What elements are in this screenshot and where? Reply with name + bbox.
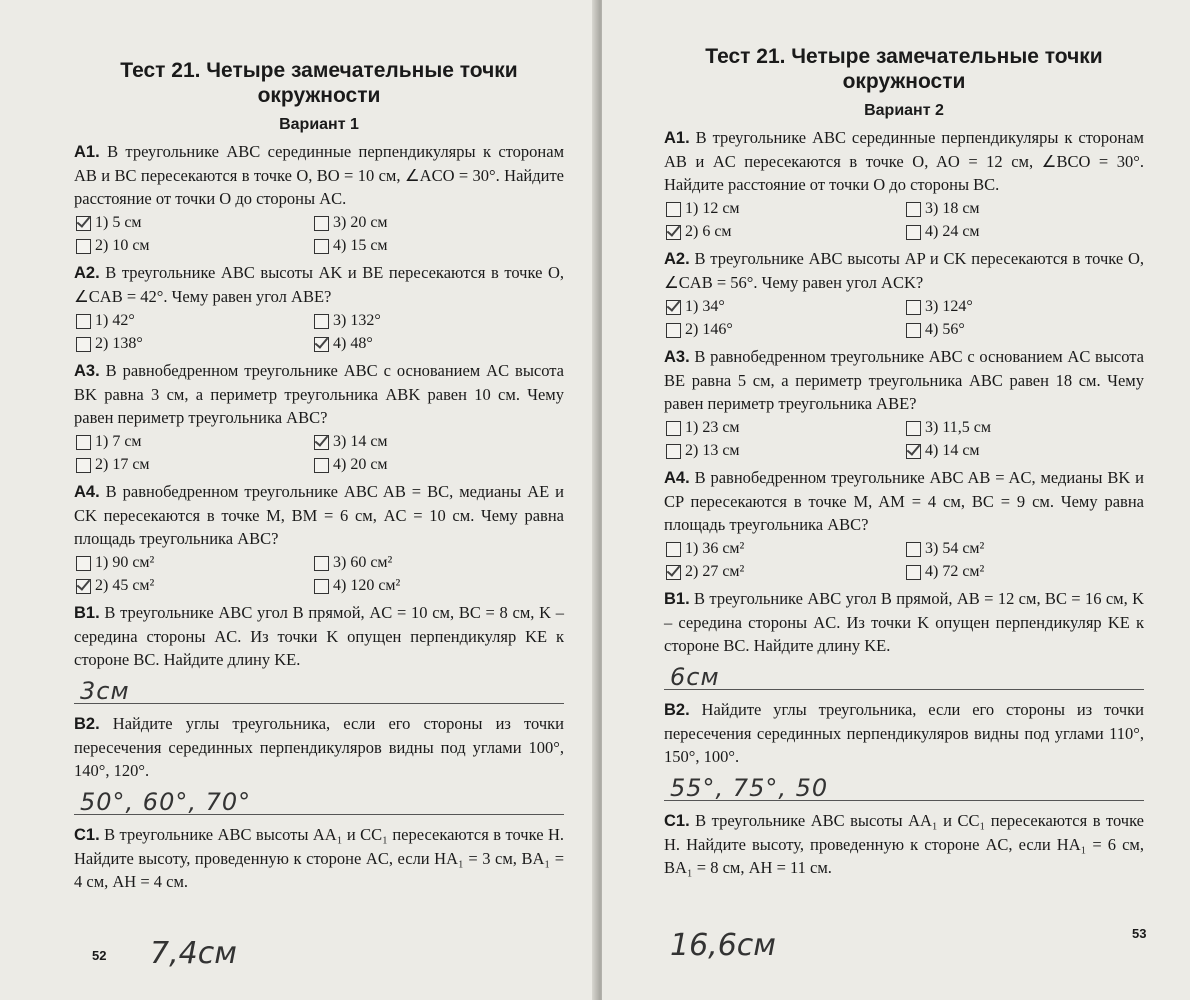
right-problem-a4 [664, 466, 1144, 536]
option-label: 1) 34° [685, 298, 725, 316]
answer-option[interactable] [906, 440, 1126, 462]
checked-checkbox-icon[interactable] [906, 444, 921, 459]
option-label: 4) 56° [925, 321, 965, 339]
answer-option[interactable] [906, 417, 1126, 439]
problem-text: Найдите углы треугольника, если его стороны из точки пересечения серединных перпендикуляров видны под углами 110°, 150°, 100°. [664, 700, 1144, 767]
option-label: 2) 17 см [95, 456, 150, 474]
answer-option[interactable] [314, 212, 534, 234]
left-b2-answer-line[interactable] [74, 784, 564, 815]
answer-option[interactable] [314, 333, 534, 355]
problem-label: В1. [74, 604, 100, 623]
left-problem-a2 [74, 261, 564, 308]
problem-text: В треугольнике ABC серединные перпендикуляры к сторонам AB и AC пересекаются в точке O, AO = 12 см, ∠BCO = 30°. Найдите расстояние от точки O до стороны BC. [664, 128, 1144, 195]
answer-option[interactable] [666, 296, 906, 318]
right-a1-options [666, 198, 1144, 243]
problem-text: В треугольнике ABC угол B прямой, AC = 10 см, BC = 8 см, K – середина стороны AC. Из точки K опущен перпендикуляр KE к стороне BC. Найдите длину KE. [74, 603, 564, 670]
left-a3-options [76, 431, 564, 476]
problem-text: В равнобедренном треугольнике ABC AB = BC, медианы AE и CK пересекаются в точке M, BM = 6 см, AC = 10 см. Чему равна площадь треугольника ABC? [74, 482, 564, 549]
checkbox-icon[interactable] [906, 300, 921, 315]
answer-option[interactable] [76, 212, 314, 234]
handwritten-answer: 3см [80, 677, 130, 706]
checked-checkbox-icon[interactable] [314, 337, 329, 352]
checkbox-icon[interactable] [314, 579, 329, 594]
right-a3-options [666, 417, 1144, 462]
left-c1-handwritten-answer: 7,4см [150, 936, 237, 971]
checkbox-icon[interactable] [666, 323, 681, 338]
option-label: 1) 90 см² [95, 554, 155, 572]
answer-option[interactable] [76, 575, 314, 597]
answer-option[interactable] [666, 319, 906, 341]
right-page-title: Тест 21. Четыре замечательные точки окружности [705, 45, 1103, 94]
problem-label: А3. [74, 362, 100, 381]
answer-option[interactable] [314, 310, 534, 332]
option-label: 4) 14 см [925, 442, 980, 460]
option-label: 4) 120 см² [333, 577, 401, 595]
answer-option[interactable] [314, 454, 534, 476]
answer-option[interactable] [906, 319, 1126, 341]
problem-text: В треугольнике ABC высоты AP и CK пересекаются в точке O, ∠CAB = 56°. Чему равен угол ACK? [664, 249, 1145, 293]
option-label: 1) 7 см [95, 433, 142, 451]
checkbox-icon[interactable] [906, 225, 921, 240]
left-a4-options [76, 552, 564, 597]
checked-checkbox-icon[interactable] [666, 225, 681, 240]
left-problem-a3 [74, 359, 564, 429]
answer-option[interactable] [906, 221, 1126, 243]
left-page-number: 52 [92, 948, 107, 963]
checkbox-icon[interactable] [906, 421, 921, 436]
option-label: 2) 6 см [685, 223, 732, 241]
checked-checkbox-icon[interactable] [666, 565, 681, 580]
left-a2-options [76, 310, 564, 355]
problem-label: А4. [74, 483, 100, 502]
option-label: 2) 138° [95, 335, 143, 353]
problem-label: А1. [74, 143, 100, 162]
left-page-title: Тест 21. Четыре замечательные точки окружности [120, 59, 518, 108]
option-label: 4) 24 см [925, 223, 980, 241]
option-label: 1) 36 см² [685, 540, 745, 558]
answer-option[interactable] [76, 454, 314, 476]
option-label: 3) 18 см [925, 200, 980, 218]
problem-text: В равнобедренном треугольнике ABC с основанием AC высота BE равна 5 см, а периметр треугольника ABC равен 18 см. Чему равен периметр треугольника ABE? [664, 347, 1145, 414]
option-label: 2) 146° [685, 321, 733, 339]
checkbox-icon[interactable] [906, 202, 921, 217]
problem-label: В1. [664, 590, 690, 609]
checked-checkbox-icon[interactable] [76, 579, 91, 594]
right-c1-handwritten-answer: 16,6см [670, 928, 776, 963]
handwritten-answer: 55°, 75°, 50 [670, 774, 829, 803]
option-label: 1) 12 см [685, 200, 740, 218]
problem-text: В треугольнике ABC угол B прямой, AB = 12 см, BC = 16 см, K – середина стороны AC. Из точки K опущен перпендикуляр KE к стороне BC. Найдите длину KE. [664, 589, 1144, 656]
checkbox-icon[interactable] [906, 323, 921, 338]
option-label: 3) 11,5 см [925, 419, 991, 437]
problem-text: В треугольнике ABC серединные перпендикуляры к сторонам AB и BC пересекаются в точке O, BO = 10 см, ∠ACO = 30°. Найдите расстояние от точки O до стороны AC. [74, 142, 565, 209]
answer-option[interactable] [906, 538, 1126, 560]
answer-option[interactable] [76, 235, 314, 257]
answer-option[interactable] [76, 310, 314, 332]
problem-text: В треугольнике ABC высоты AA₁ и CC₁ пересекаются в точке H. Найдите высоту, проведенную к стороне AC, если HA₁ = 3 см, BA₁ = 4 см, AH = 4 см. [74, 825, 565, 892]
right-a4-options [666, 538, 1144, 583]
left-a1-options [76, 212, 564, 257]
left-problem-a1 [74, 140, 564, 210]
right-problem-b1 [664, 587, 1144, 657]
answer-option[interactable] [666, 538, 906, 560]
problem-label: А2. [664, 250, 690, 269]
option-label: 3) 14 см [333, 433, 388, 451]
checkbox-icon[interactable] [906, 542, 921, 557]
checkbox-icon[interactable] [76, 458, 91, 473]
answer-option[interactable] [314, 575, 534, 597]
checkbox-icon[interactable] [76, 337, 91, 352]
problem-label: С1. [664, 812, 690, 831]
answer-option[interactable] [76, 431, 314, 453]
problem-text: В треугольнике ABC высоты AA₁ и CC₁ пересекаются в точке H. Найдите высоту, проведенную к стороне AC, если HA₁ = 6 см, BA₁ = 8 см, AH = 11 см. [664, 811, 1145, 878]
problem-text: В треугольнике ABC высоты AK и BE пересекаются в точке O, ∠CAB = 42°. Чему равен угол ABE? [74, 263, 565, 307]
checkbox-icon[interactable] [314, 458, 329, 473]
answer-option[interactable] [906, 198, 1126, 220]
left-page-content [74, 58, 564, 893]
answer-option[interactable] [906, 296, 1126, 318]
answer-option[interactable] [76, 552, 314, 574]
checked-checkbox-icon[interactable] [76, 216, 91, 231]
checkbox-icon[interactable] [314, 216, 329, 231]
answer-option[interactable] [314, 431, 534, 453]
answer-option[interactable] [76, 333, 314, 355]
option-label: 4) 72 см² [925, 563, 985, 581]
left-variant-heading: Вариант 1 [279, 116, 359, 134]
right-a2-options [666, 296, 1144, 341]
checkbox-icon[interactable] [666, 542, 681, 557]
answer-option[interactable] [666, 440, 906, 462]
answer-option[interactable] [666, 417, 906, 439]
problem-text: Найдите углы треугольника, если его стороны из точки пересечения серединных перпендикуляров видны под углами 100°, 140°, 120°. [74, 714, 564, 781]
handwritten-answer: 6см [670, 663, 720, 692]
checkbox-icon[interactable] [76, 314, 91, 329]
right-problem-c1 [664, 809, 1144, 879]
checkbox-icon[interactable] [76, 239, 91, 254]
right-variant-heading: Вариант 2 [864, 102, 944, 120]
answer-option[interactable] [314, 552, 534, 574]
problem-label: В2. [74, 715, 100, 734]
answer-option[interactable] [666, 561, 906, 583]
checked-checkbox-icon[interactable] [666, 300, 681, 315]
option-label: 1) 23 см [685, 419, 740, 437]
option-label: 1) 5 см [95, 214, 142, 232]
left-problem-b1 [74, 601, 564, 671]
checkbox-icon[interactable] [76, 435, 91, 450]
answer-option[interactable] [314, 235, 534, 257]
option-label: 2) 27 см² [685, 563, 745, 581]
checkbox-icon[interactable] [666, 202, 681, 217]
right-problem-a2 [664, 247, 1144, 294]
right-page-content [664, 44, 1144, 879]
option-label: 3) 124° [925, 298, 973, 316]
answer-option[interactable] [666, 198, 906, 220]
option-label: 3) 60 см² [333, 554, 393, 572]
option-label: 4) 20 см [333, 456, 388, 474]
right-page [602, 0, 1190, 1000]
left-problem-b2 [74, 712, 564, 782]
problem-label: А2. [74, 264, 100, 283]
checkbox-icon[interactable] [76, 556, 91, 571]
checkbox-icon[interactable] [314, 239, 329, 254]
option-label: 1) 42° [95, 312, 135, 330]
right-problem-a1 [664, 126, 1144, 196]
checkbox-icon[interactable] [906, 565, 921, 580]
answer-option[interactable] [906, 561, 1126, 583]
option-label: 2) 45 см² [95, 577, 155, 595]
option-label: 4) 48° [333, 335, 373, 353]
checked-checkbox-icon[interactable] [314, 435, 329, 450]
option-label: 4) 15 см [333, 237, 388, 255]
answer-option[interactable] [666, 221, 906, 243]
handwritten-answer: 50°, 60°, 70° [80, 788, 252, 817]
left-b1-answer-line[interactable] [74, 673, 564, 704]
left-problem-c1 [74, 823, 564, 893]
problem-label: А1. [664, 129, 690, 148]
option-label: 3) 132° [333, 312, 381, 330]
option-label: 3) 20 см [333, 214, 388, 232]
problem-label: А4. [664, 469, 690, 488]
option-label: 2) 13 см [685, 442, 740, 460]
right-problem-a3 [664, 345, 1144, 415]
problem-text: В равнобедренном треугольнике ABC AB = AC, медианы BK и CP пересекаются в точке M, AM = 4 см, BC = 9 см. Чему равна площадь треугольника ABC? [664, 468, 1144, 535]
problem-label: В2. [664, 701, 690, 720]
left-problem-a4 [74, 480, 564, 550]
option-label: 2) 10 см [95, 237, 150, 255]
right-b1-answer-line[interactable] [664, 659, 1144, 690]
right-b2-answer-line[interactable] [664, 770, 1144, 801]
checkbox-icon[interactable] [314, 314, 329, 329]
problem-label: А3. [664, 348, 690, 367]
right-page-number: 53 [1132, 926, 1147, 941]
problem-text: В равнобедренном треугольнике ABC с основанием AC высота BK равна 3 см, а периметр треугольника ABK равен 10 см. Чему равен периметр треугольника ABC? [74, 361, 565, 428]
checkbox-icon[interactable] [314, 556, 329, 571]
right-problem-b2 [664, 698, 1144, 768]
checkbox-icon[interactable] [666, 421, 681, 436]
option-label: 3) 54 см² [925, 540, 985, 558]
problem-label: С1. [74, 826, 100, 845]
checkbox-icon[interactable] [666, 444, 681, 459]
